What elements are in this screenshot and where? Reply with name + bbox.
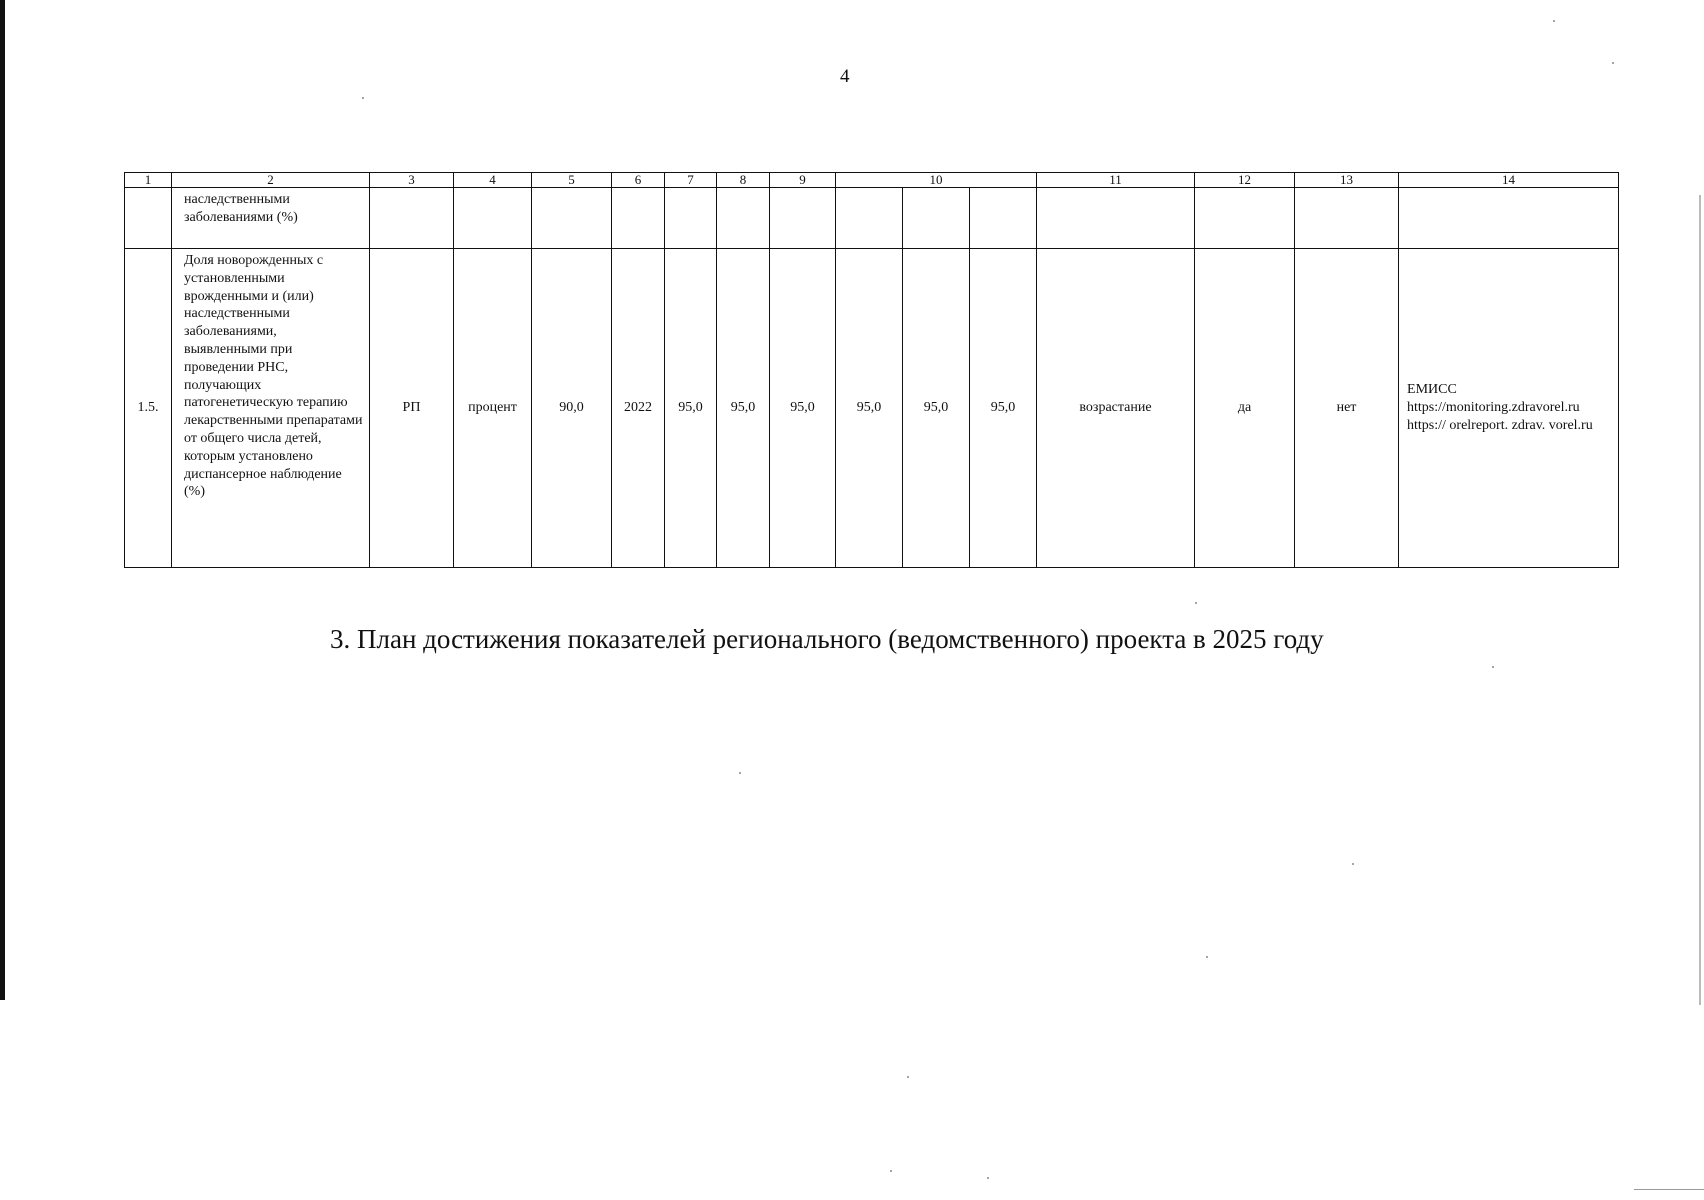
table-cell [1037,188,1195,249]
header-cell: 6 [612,173,665,188]
header-cell: 14 [1399,173,1619,188]
table-cell [612,188,665,249]
table-cell [665,188,717,249]
table-cell [970,188,1037,249]
indicators-table [124,172,1619,568]
header-cell: 3 [370,173,454,188]
period-value: 95,0 [665,249,717,568]
table-cell [1399,188,1619,249]
period-value: 95,0 [770,249,836,568]
indicator-name-continued: наследственными заболеваниями (%) [172,188,370,249]
scan-speck [1206,956,1208,958]
period-value: 95,0 [970,249,1037,568]
table-cell [836,188,903,249]
table-cell [454,188,532,249]
row-number: 1.5. [125,249,172,568]
period-value: 95,0 [836,249,903,568]
period-value: 95,0 [903,249,970,568]
table-row [125,249,1619,568]
header-cell: 5 [532,173,612,188]
scan-speck [1195,602,1197,604]
section-title: 3. План достижения показателей регионального (ведомственного) проекта в 2025 году [330,624,1324,654]
unit-of-measure: процент [454,249,532,568]
table-cell [717,188,770,249]
scan-speck [907,1076,909,1078]
scan-bottom-mark [1634,1189,1704,1190]
page-number: 4 [840,66,850,87]
information-source: ЕМИСС https://monitoring.zdravorel.ru https:// orelreport. zdrav. vorel.ru [1399,249,1619,568]
scan-speck [739,772,741,774]
period-value: 95,0 [717,249,770,568]
scan-speck [1492,666,1494,668]
table-cell [1295,188,1399,249]
table-cell [125,188,172,249]
header-cell: 10 [836,173,1037,188]
table-cell [370,188,454,249]
header-cell: 12 [1195,173,1295,188]
header-cell: 9 [770,173,836,188]
table-cell [1195,188,1295,249]
table-row-continuation [125,188,1619,249]
header-cell: 4 [454,173,532,188]
col-13-value: нет [1295,249,1399,568]
scan-speck [1352,863,1354,865]
scan-speck [1612,62,1614,64]
indicator-trend: возрастание [1037,249,1195,568]
indicator-level: РП [370,249,454,568]
header-cell: 11 [1037,173,1195,188]
header-cell: 8 [717,173,770,188]
scan-speck [1553,20,1555,22]
scan-left-edge [0,0,5,1000]
scan-right-edge [1699,195,1701,1005]
header-cell: 13 [1295,173,1399,188]
indicator-name: Доля новорожденных с установленными врожденными и (или) наследственными заболеваниями, выявленными при проведении РНС, получающих патогенетическую терапию лекарственными препаратами от общего числа детей, которым установлено диспансерное наблюдение (%) [172,249,370,568]
header-row [125,173,1619,188]
base-year: 2022 [612,249,665,568]
scan-speck [362,97,364,99]
table-cell [770,188,836,249]
header-cell: 1 [125,173,172,188]
base-value: 90,0 [532,249,612,568]
table-cell [532,188,612,249]
scan-speck [890,1170,892,1172]
scan-speck [987,1177,989,1179]
col-12-value: да [1195,249,1295,568]
header-cell: 7 [665,173,717,188]
header-cell: 2 [172,173,370,188]
table-cell [903,188,970,249]
